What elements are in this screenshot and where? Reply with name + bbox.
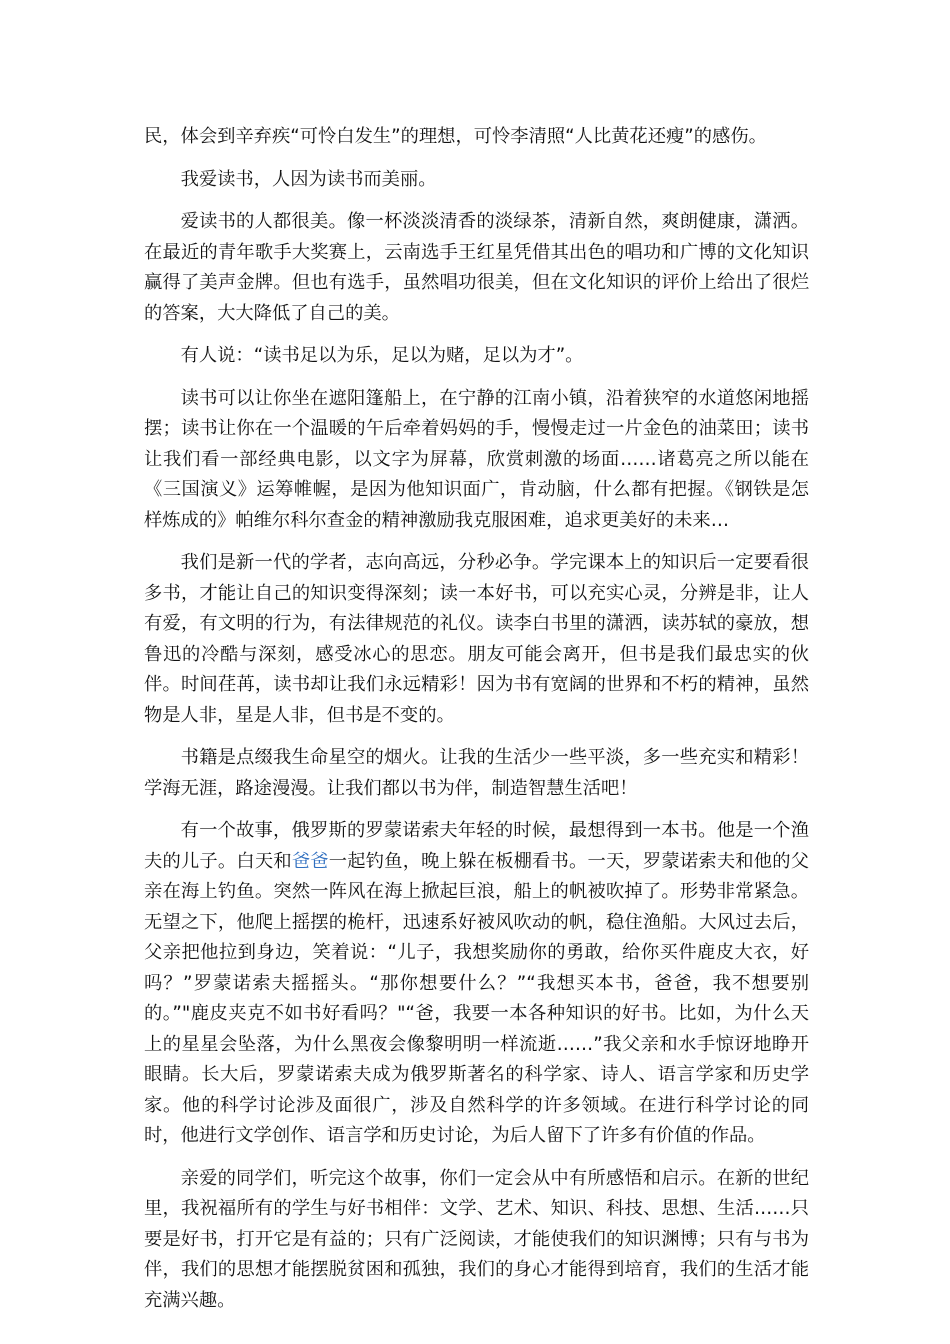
paragraph-3: 爱读书的人都很美。像一杯淡淡清香的淡绿茶，清新自然，爽朗健康，潇洒。在最近的青年歌手大奖赛上，云南选手王红星凭借其出色的唱功和广博的文化知识赢得了美声金牌。但也有选手，虽然唱功很美，但在文化知识的评价上给出了很烂的答案，大大降低了自己的美。 — [144, 211, 809, 324]
paragraph-2: 我爱读书，人因为读书而美丽。 — [180, 168, 437, 190]
paragraph-8-text-end: 一起钓鱼，晚上躲在板棚看书。一天，罗蒙诺索夫和他的父亲在海上钓鱼。突然一阵风在海上掀起巨浪，船上的帆被吹掉了。形势非常紧急。无望之下，他爬上摇摆的桅杆，迅速系好被风吹动的帆，稳住渔船。大风过去后，父亲把他拉到身边，笑着说：“儿子，我想奖励你的勇敢，给你买件鹿皮大衣，好吗？”罗蒙诺索夫摇摇头。“那你想要什么？”“我想买本书，爸爸，我不想要别的。”"鹿皮夹克不如书好看吗？"“爸，我要一本各种知识的好书。比如，为什么天上的星星会坠落，为什么黑夜会像黎明明一样流逝……”我父亲和水手惊讶地睁开眼睛。长大后，罗蒙诺索夫成为俄罗斯著名的科学家、诗人、语言学家和历史学家。他的科学讨论涉及面很广，涉及自然科学的许多领域。在进行科学讨论的同时，他进行文学创作、语言学和历史讨论，为后人留下了许多有价值的作品。 — [144, 850, 810, 1146]
document-body — [144, 122, 809, 1328]
paragraph-4: 有人说：“读书足以为乐，足以为赌，足以为才”。 — [180, 345, 584, 366]
paragraph-8-text-start: 有一个故事，俄罗斯的罗蒙诺索夫年轻的时候，最想得到一本书。他是一个渔夫的儿子。白天和 — [144, 820, 809, 872]
paragraph-6: 我们是新一代的学者，志向高远，分秒必争。学完课本上的知识后一定要看很多书，才能让自己的知识变得深刻；读一本好书，可以充实心灵，分辨是非，让人有爱，有文明的行为，有法律规范的礼仪。读李白书里的潇洒，读苏轼的豪放，想鲁迅的冷酷与深刻，感受冰心的思恋。朋友可能会离开，但书是我们最忠实的伙伴。时间荏苒，读书却让我们永远精彩！因为书有宽阔的世界和不朽的精神，虽然物是人非，星是人非，但书是不变的。 — [144, 552, 809, 726]
paragraph-7: 书籍是点缀我生命星空的烟火。让我的生活少一些平淡，多一些充实和精彩！学海无涯，路途漫漫。让我们都以书为伴，制造智慧生活吧！ — [144, 747, 809, 799]
paragraph-1: 民，体会到辛弃疾“可怜白发生”的理想，可怜李清照“人比黄花还瘦”的感伤。 — [144, 126, 767, 147]
paragraph-5: 读书可以让你坐在遮阳篷船上，在宁静的江南小镇，沿着狭窄的水道悠闲地摇摆；读书让你在一个温暖的午后牵着妈妈的手，慢慢走过一片金色的油菜田；读书让我们看一部经典电影，以文字为屏幕，欣赏刺激的场面……诸葛亮之所以能在《三国演义》运筹帷幄，是因为他知识面广，肯动脑，什么都有把握。《钢铁是怎样炼成的》帕维尔科尔查金的精神激励我克服困难，追求更美好的未来… — [144, 387, 809, 531]
paragraph-9: 亲爱的同学们，听完这个故事，你们一定会从中有所感悟和启示。在新的世纪里，我祝福所有的学生与好书相伴：文学、艺术、知识、科技、思想、生活……只要是好书，打开它是有益的；只有广泛阅读，才能使我们的知识渊博；只有与书为伴，我们的思想才能摆脱贫困和孤独，我们的身心才能得到培育，我们的生活才能充满兴趣。 — [144, 1167, 809, 1311]
dad-link[interactable]: 爸爸 — [291, 850, 329, 872]
paragraph-8 — [144, 816, 809, 1152]
